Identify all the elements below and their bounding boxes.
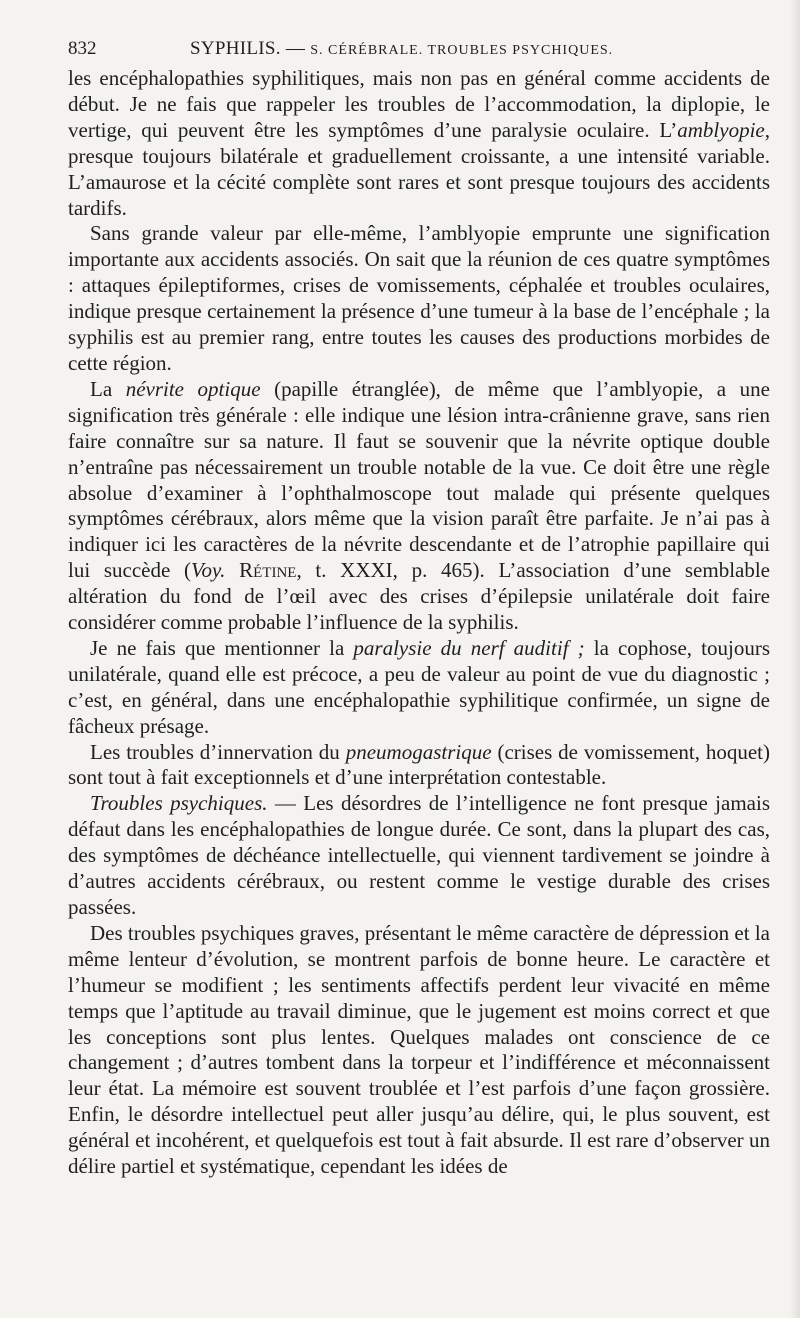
page-edge-shadow [790,0,800,1318]
paragraph-amblyopia: Sans grande valeur par elle-même, l’amblyopie emprunte une signification importante aux accidents associés. On sait que la réunion de ces quatre symptômes : attaques épileptiformes, crises de vomissements, céphalée et troubles oculaires, indique presque certainement la présence d’une tumeur à la base de l’encéphale ; la syphilis est au premier rang, entre toutes les causes des productions morbides de cette région. [68,221,770,375]
running-head [190,36,613,64]
cross-reference-retine: Rétine [239,558,297,583]
page-header [68,36,770,62]
body-text [68,66,770,1180]
italic-term-nerf-auditif: paralysie du nerf auditif ; [353,635,585,660]
italic-term-pneumogastrique: pneumogastrique [345,739,492,764]
section-heading-troubles-psychiques: Troubles psychiques. [90,791,268,816]
paragraph-psychic-graves: Des troubles psychiques graves, présentant le même caractère de dépression et la même lenteur d’évolution, se montrent parfois de bonne heure. Le caractère et l’humeur se modifient ; les sentiments affectifs perdent leur vivacité en même temps que l’aptitude au travail diminue, que le jugement est moins correct et que les conceptions sont plus lentes. Quelques malades ont conscience de ce changement ; d’autres tombent dans la torpeur et l’indifférence et méconnaissent leur état. La mémoire est souvent troublée et l’est parfois d’une façon grossière. Enfin, le désordre intellectuel peut aller jusqu’au délire, qui, le plus souvent, est général et incohérent, et quelquefois est tout à fait absurde. Il est rare d’observer un délire partiel et systématique, cependant les idées de [68,920,770,1179]
paragraph-continuation: les encéphalopathies syphilitiques, mais non pas en général comme accidents de début. Je ne fais que rappeler les troubles de l’accommodation, la diplopie, le vertige, qui peuvent être les symptômes d’une paralysie oculaire. L’amblyopie, presque toujours bilatérale et graduellement croissante, a une intensité variable. L’amaurose et la cécité complète sont rares et sont presque toujours des accidents tardifs. [68,66,770,220]
italic-term-nevrite: névrite optique [125,376,261,401]
paragraph-optic-neuritis: La névrite optique (papille étranglée), de même que l’amblyopie, a une signification très générale : elle indique une lésion intra-crânienne grave, sans rien faire connaître sur sa nature. Il faut se souvenir que la névrite optique double n’entraîne pas nécessairement un trouble notable de la vue. Ce doit être une règle absolue d’examiner à l’ophthalmoscope tout malade qui présente quelques symptômes cérébraux, alors même que la vision paraît être parfaite. Je n’ai pas à indiquer ici les caractères de la névrite descendante et de l’atrophie papillaire qui lui succède (Voy. Rétine, t. XXXI, p. 465). L’association d’une semblable altération du fond de l’œil avec des crises d’épilepsie unilatérale doit faire considérer comme probable l’influence de la syphilis. [68,376,770,635]
cross-reference-voy: Voy. [191,558,226,583]
running-subtitle: S. CÉRÉBRALE. TROUBLES PSYCHIQUES. [310,43,614,58]
running-title: SYPHILIS. — [190,38,311,59]
page-number: 832 [68,38,97,59]
italic-term-amblyopie: amblyopie [677,117,765,142]
paragraph-pneumogastric: Les troubles d’innervation du pneumogastrique (crises de vomissement, hoquet) sont tout à fait exceptionnels et d’une interprétation contestable. [68,739,770,790]
paragraph-auditory-nerve: Je ne fais que mentionner la paralysie du nerf auditif ; la cophose, toujours unilatérale, quand elle est précoce, a peu de valeur au point de vue du diagnostic ; c’est, en général, dans une encéphalopathie syphilitique confirmée, un signe de fâcheux présage. [68,635,770,738]
paragraph-psychic-troubles: Troubles psychiques. — Les désordres de l’intelligence ne font presque jamais défaut dans les encéphalopathies de longue durée. Ce sont, dans la plupart des cas, des symptômes de déchéance intellectuelle, qui viennent tardivement se joindre à d’autres accidents cérébraux, ou restent comme le vestige durable des crises passées. [68,791,771,919]
